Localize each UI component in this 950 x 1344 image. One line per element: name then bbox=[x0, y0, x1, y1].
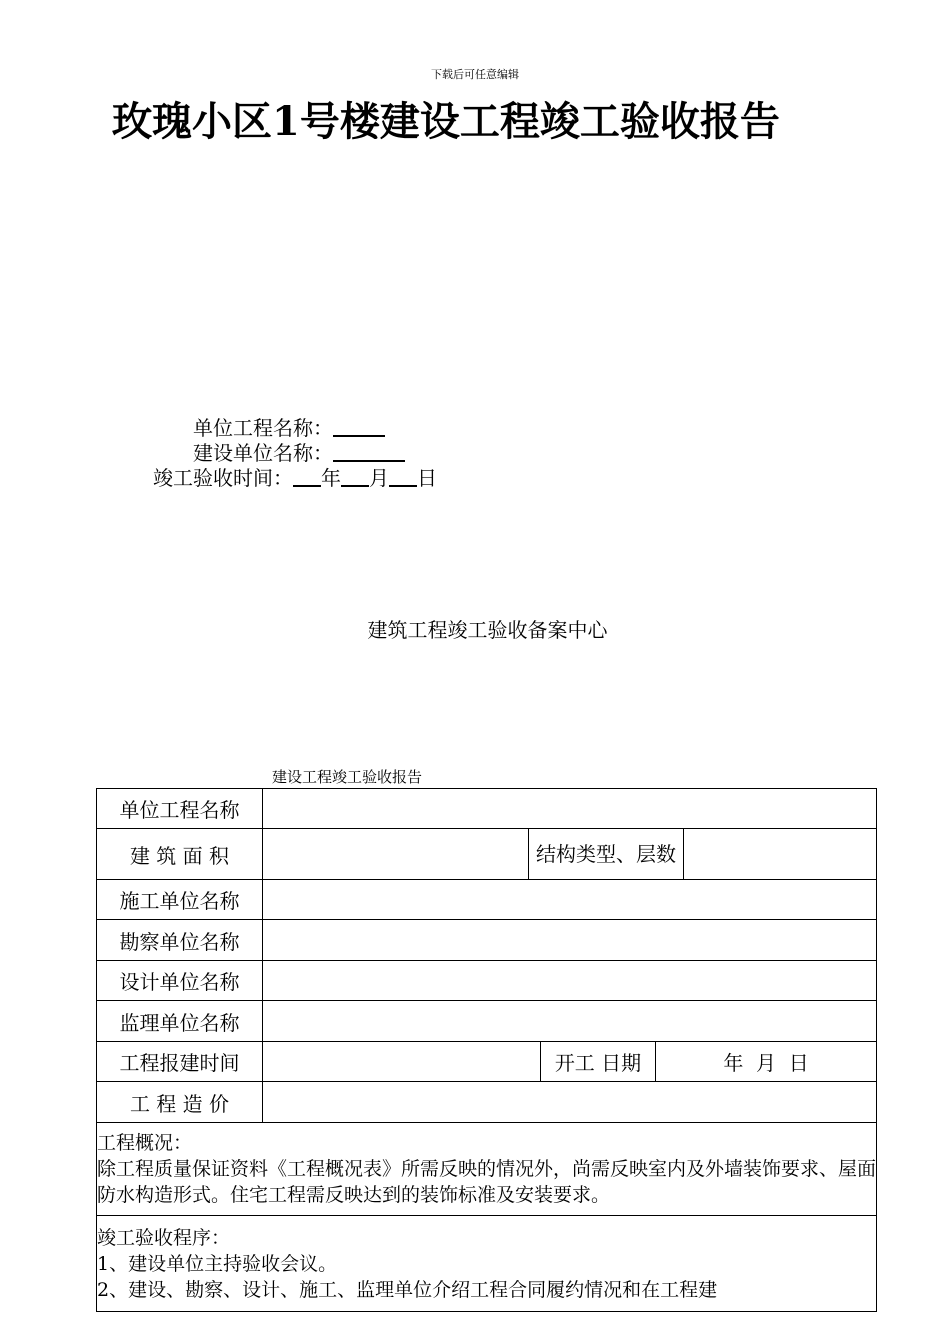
year-label: 年 bbox=[321, 466, 341, 490]
project-name-cell: 单位工程名称 bbox=[97, 789, 263, 829]
project-name-line bbox=[193, 415, 385, 441]
start-date-value[interactable]: 年 月 日 bbox=[656, 1042, 877, 1082]
builder-name-blank[interactable] bbox=[333, 440, 405, 462]
supervision-unit-cell: 监理单位名称 bbox=[97, 1001, 263, 1042]
design-unit-value[interactable] bbox=[263, 961, 877, 1001]
header-note: 下载后可任意编辑 bbox=[431, 68, 519, 81]
table-row bbox=[97, 789, 877, 829]
month-label: 月 bbox=[369, 466, 389, 490]
cost-value[interactable] bbox=[263, 1082, 877, 1123]
construction-unit-cell: 施工单位名称 bbox=[97, 880, 263, 920]
procedure-title: 竣工验收程序： bbox=[97, 1226, 231, 1249]
year-blank[interactable] bbox=[293, 465, 321, 487]
procedure-step-2: 2、建设、勘察、设计、施工、监理单位介绍工程合同履约情况和在工程建 bbox=[97, 1278, 718, 1301]
table-caption: 建设工程竣工验收报告 bbox=[272, 768, 423, 786]
table-row bbox=[97, 1001, 877, 1042]
day-blank[interactable] bbox=[389, 465, 417, 487]
acceptance-report-table bbox=[96, 788, 877, 1312]
supervision-unit-value[interactable] bbox=[263, 1001, 877, 1042]
project-name-label: 单位工程名称： bbox=[193, 416, 333, 440]
project-name-value[interactable] bbox=[263, 789, 877, 829]
builder-name-line bbox=[193, 440, 405, 466]
cost-cell: 工 程 造 价 bbox=[97, 1082, 263, 1123]
report-time-value[interactable] bbox=[263, 1042, 541, 1082]
table-row bbox=[97, 961, 877, 1001]
table-row bbox=[97, 880, 877, 920]
table-row bbox=[97, 1042, 877, 1082]
survey-unit-value[interactable] bbox=[263, 920, 877, 961]
completion-time-line bbox=[153, 465, 437, 491]
survey-unit-cell: 勘察单位名称 bbox=[97, 920, 263, 961]
filing-center-name: 建筑工程竣工验收备案中心 bbox=[367, 618, 608, 642]
document-title: 玫瑰小区1号楼建设工程竣工验收报告 bbox=[112, 98, 780, 145]
procedure-step-1: 1、建设单位主持验收会议。 bbox=[97, 1252, 338, 1275]
structure-type-cell: 结构类型、层数 bbox=[529, 829, 684, 880]
table-row bbox=[97, 920, 877, 961]
project-name-blank[interactable] bbox=[333, 415, 385, 437]
overview-text: 除工程质量保证资料《工程概况表》所需反映的情况外，尚需反映室内及外墙装饰要求、屋面防水构造形式。住宅工程需反映达到的装饰标准及安装要求。 bbox=[97, 1158, 877, 1206]
builder-name-label: 建设单位名称： bbox=[193, 441, 333, 465]
building-area-cell: 建 筑 面 积 bbox=[97, 829, 263, 880]
structure-type-value[interactable] bbox=[684, 829, 877, 880]
procedure-cell bbox=[97, 1216, 877, 1312]
table-row bbox=[97, 1216, 877, 1312]
start-date-cell: 开工 日期 bbox=[541, 1042, 656, 1082]
table-row bbox=[97, 829, 877, 880]
table-row bbox=[97, 1082, 877, 1123]
report-time-cell: 工程报建时间 bbox=[97, 1042, 263, 1082]
month-blank[interactable] bbox=[341, 465, 369, 487]
overview-cell bbox=[97, 1123, 877, 1216]
completion-time-label: 竣工验收时间： bbox=[153, 466, 293, 490]
table-row bbox=[97, 1123, 877, 1216]
design-unit-cell: 设计单位名称 bbox=[97, 961, 263, 1001]
building-area-value[interactable] bbox=[263, 829, 529, 880]
overview-title: 工程概况： bbox=[97, 1132, 193, 1154]
construction-unit-value[interactable] bbox=[263, 880, 877, 920]
day-label: 日 bbox=[417, 466, 437, 490]
